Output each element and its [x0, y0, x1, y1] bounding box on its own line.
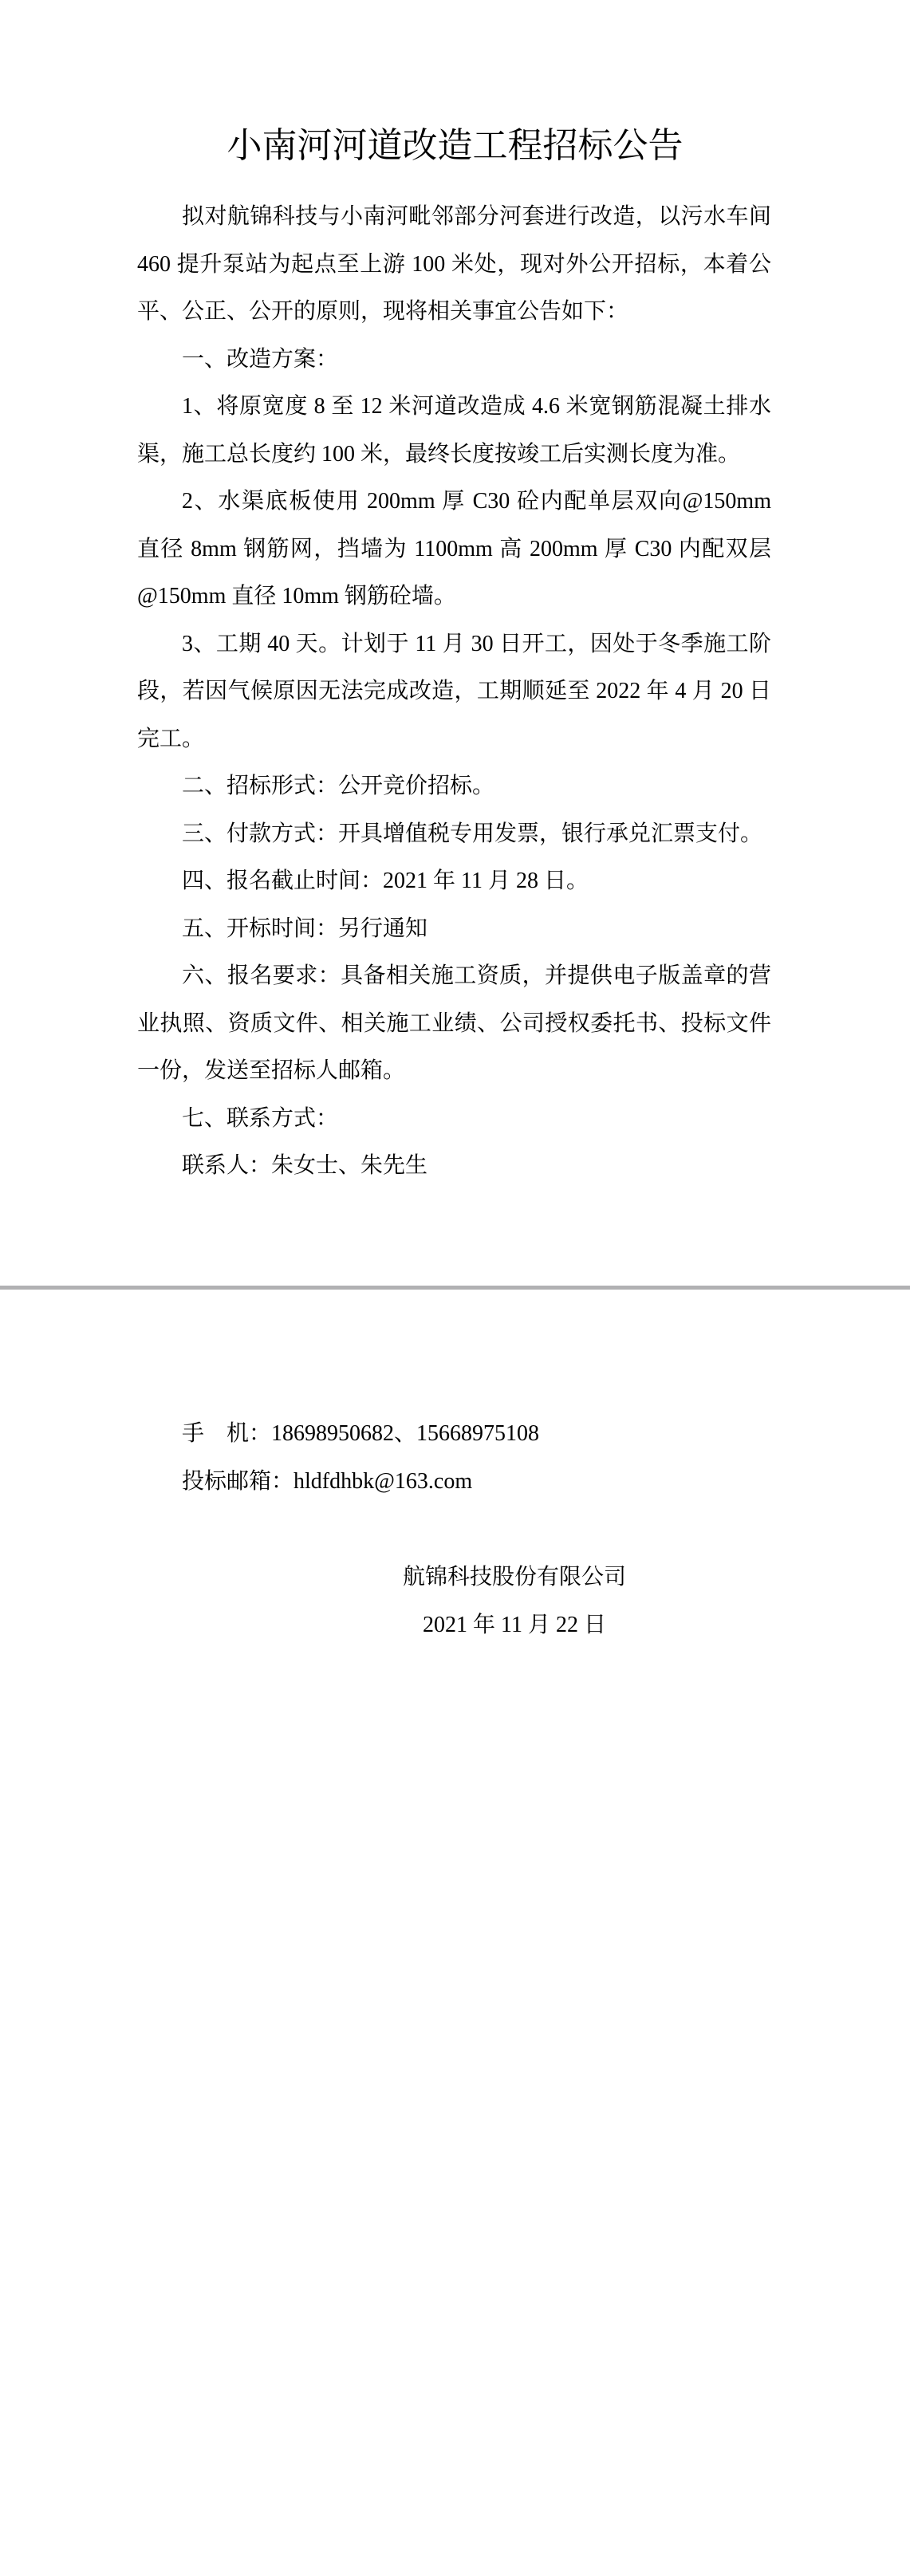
paragraph-item-2: 2、水渠底板使用 200mm 厚 C30 砼内配单层双向@150mm 直径 8mm 钢筋网，挡墙为 1100mm 高 200mm 厚 C30 内配双层@150mm 直径 10mm 钢筋砼墙。	[137, 489, 771, 609]
paragraph-section-5: 五、开标时间：另行通知	[182, 916, 428, 941]
paragraph-section-7: 七、联系方式：	[182, 1105, 339, 1131]
contact-block	[137, 1410, 771, 1505]
paragraph-section-6: 六、报名要求：具备相关施工资质，并提供电子版盖章的营业执照、资质文件、相关施工业绩、公司授权委托书、投标文件一份，发送至招标人邮箱。	[137, 963, 771, 1083]
paragraph-intro: 拟对航锦科技与小南河毗邻部分河套进行改造，以污水车间 460 提升泵站为起点至上游 100 米处，现对外公开招标，本着公平、公正、公开的原则，现将相关事宜公告如下：	[137, 204, 771, 324]
paragraph-section-3: 三、付款方式：开具增值税专用发票，银行承兑汇票支付。	[182, 821, 763, 846]
contact-email-line: 投标邮箱：hldfdhbk@163.com	[182, 1468, 473, 1494]
contact-phone-line: 手 机：18698950682、15668975108	[182, 1421, 540, 1446]
signature-block	[137, 1554, 892, 1648]
paragraph-section-2: 二、招标形式：公开竞价招标。	[182, 774, 495, 798]
signature-company: 航锦科技股份有限公司	[402, 1565, 626, 1589]
paragraph-contact-person: 联系人：朱女士、朱先生	[182, 1153, 428, 1178]
paragraph-section-4: 四、报名截止时间：2021 年 11 月 28 日。	[182, 869, 589, 893]
doc-title: 小南河河道改造工程招标公告	[227, 126, 683, 165]
paragraph-item-3: 3、工期 40 天。计划于 11 月 30 日开工，因处于冬季施工阶段，若因气候原因无法完成改造，工期顺延至 2022 年 4 月 20 日完工。	[137, 631, 771, 751]
paragraph-item-1: 1、将原宽度 8 至 12 米河道改造成 4.6 米宽钢筋混凝土排水渠，施工总长度约 100 米，最终长度按竣工后实测长度为准。	[137, 394, 771, 467]
doc-body	[137, 193, 771, 1190]
signature-date: 2021 年 11 月 22 日	[423, 1612, 606, 1637]
page-break-divider	[0, 1286, 910, 1290]
paragraph-section-1: 一、改造方案：	[182, 346, 339, 372]
